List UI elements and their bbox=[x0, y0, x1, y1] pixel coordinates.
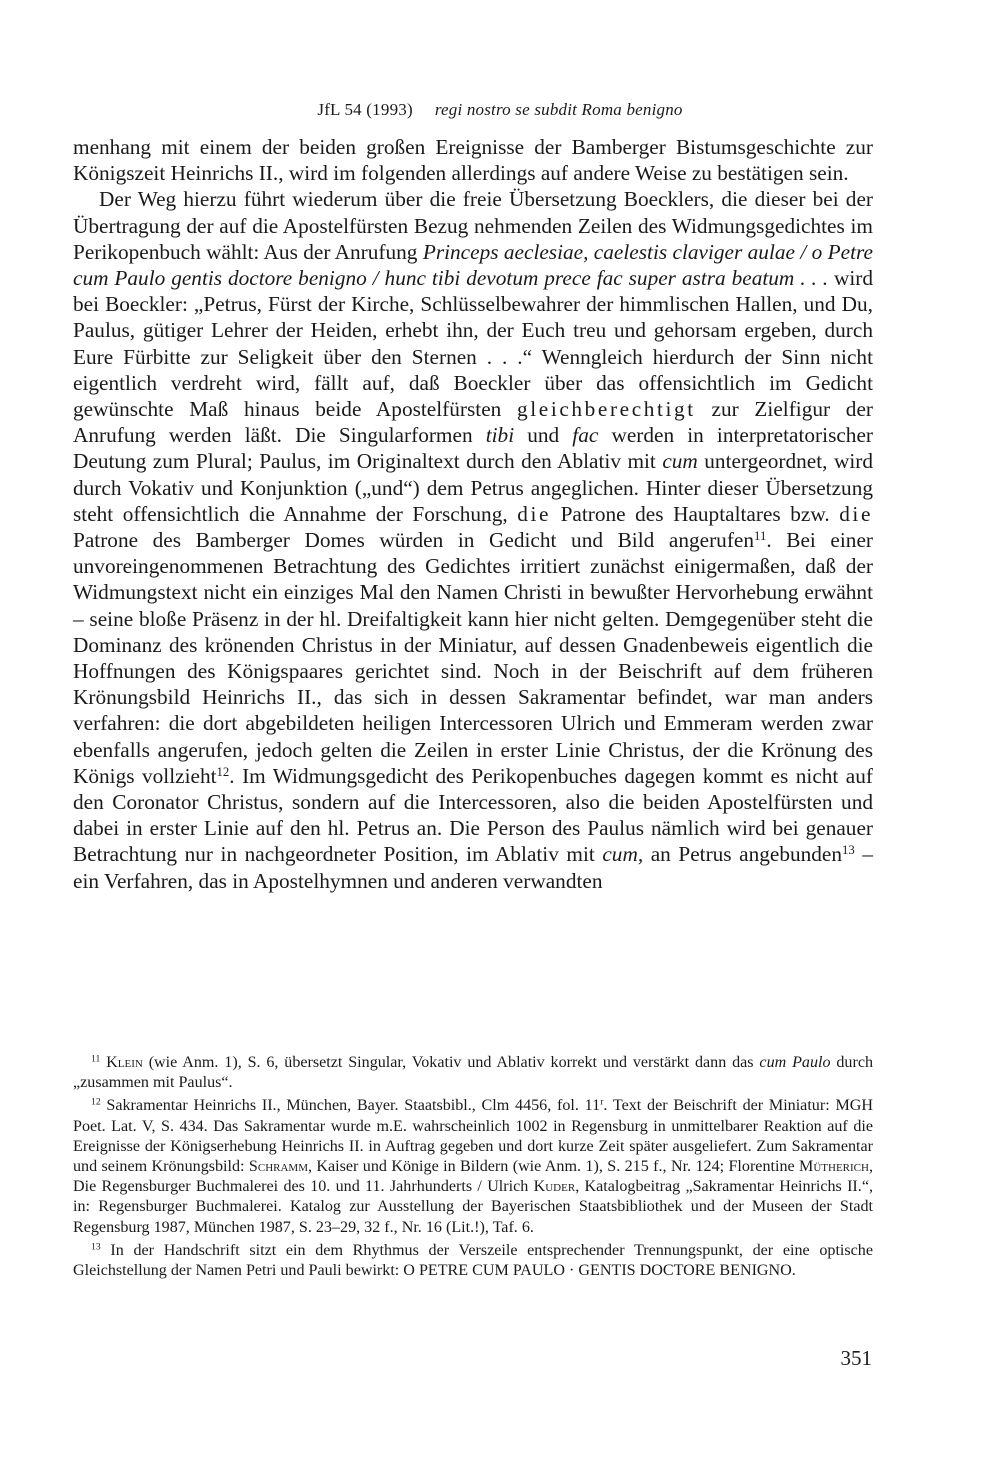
author-name: Kuder bbox=[533, 1178, 576, 1196]
paragraph-continuation: menhang mit einem der beiden großen Ereignisse der Bamberger Bistumsgeschichte zur Königszeit Heinrichs II., wird im folgenden allerdings auf andere Weise zu bestätigen sein. bbox=[73, 135, 873, 186]
emphasis-spaced: gleichberechtigt bbox=[517, 397, 696, 422]
latin-word: cum bbox=[662, 449, 698, 474]
text-run: Patrone des Bamberger Domes würden in Gedicht und Bild angerufen bbox=[73, 528, 755, 553]
text-run: werden in interpretatorischer Deutung zum Plural; Paulus, im Originaltext durch den Ablativ mit bbox=[73, 423, 874, 474]
text-run: zur Zielfigur der Anrufung werden läßt. Die Singularformen bbox=[73, 397, 873, 448]
text-run: – ein Verfahren, das in Apostelhymnen und anderen verwandten bbox=[73, 842, 874, 893]
emphasis-spaced: die bbox=[839, 501, 874, 526]
text-run: . Im Widmungsgedicht des Perikopenbuches dagegen kommt es nicht auf den Coronator Christus, sondern auf die Intercessoren, also die beiden Apostelfürsten und dabei in erster Linie auf den hl. Petrus an. Die Person des Paulus nämlich wird bei genauer Betrachtung nur in nachgeordneter Position, im Ablativ mit bbox=[73, 763, 873, 867]
text-run: (wie Anm. 1), S. 6, übersetzt Singular, Vokativ und Ablativ korrekt und verstärkt dann das bbox=[142, 1054, 760, 1071]
footnote-number: 13 bbox=[91, 1241, 101, 1253]
latin-word: cum, bbox=[602, 842, 644, 867]
text-run: wird bei Boeckler: „Petrus, Fürst der Kirche, Schlüsselbewahrer der himmlischen Hallen, und Du, Paulus, gütiger Lehrer der Heiden, erhebt ihn, der Euch treu und gehorsam ergeben, durch Eure Fürbitte zur Seligkeit über den Sternen . . .“ Wenngleich hierdurch der Sinn nicht eigentlich verdreht wird, fällt auf, daß Boeckler über das offensichtlich im Gedicht gewünschte Maß hinaus beide Apostelfürsten bbox=[73, 266, 873, 422]
text-run: an Petrus angebunden bbox=[643, 842, 843, 867]
text-run: , Kaiser und Könige in Bildern (wie Anm. 1), S. 215 f., Nr. 124; Florentine bbox=[307, 1158, 800, 1176]
footnote-number: 11 bbox=[91, 1053, 101, 1065]
running-head bbox=[0, 100, 1000, 120]
footnote-ref-13[interactable]: 13 bbox=[842, 843, 855, 858]
emphasis-spaced: die bbox=[517, 501, 552, 526]
author-name: Mütherich bbox=[799, 1158, 869, 1176]
text-run: Der Weg hierzu führt wiederum über die freie Übersetzung Boecklers, die dieser bei der Übertragung der auf die Apostelfürsten Bezug nehmenden Zeilen des Widmungsgedichtes im Perikopenbuch wählt: Aus der Anrufung bbox=[73, 187, 873, 264]
page-number: 351 bbox=[840, 1346, 872, 1370]
author-name: Schramm bbox=[248, 1158, 308, 1176]
latin-word: fac bbox=[572, 423, 599, 448]
text-run: . Text der Beischrift der Miniatur: MGH Poet. Lat. V, S. 434. Das Sakramentar wurde m.E. wahrscheinlich 1002 in Regensburg in unmittelbarer Reaktion auf die Ereignisse der Königserhebung Heinrichs II. in Auftrag gegeben und dort kurze Zeit später ausgeliefert. Zum Sakramentar und seinem Krönungsbild: bbox=[73, 1097, 873, 1176]
footnote-number: 12 bbox=[91, 1097, 101, 1109]
text-run: durch „zusammen mit Paulus“. bbox=[73, 1054, 874, 1092]
running-title: regi nostro se subdit Roma benigno bbox=[434, 100, 683, 119]
text-run: und bbox=[514, 423, 573, 448]
footnote-ref-11[interactable]: 11 bbox=[754, 529, 767, 544]
text-run: Sakramentar Heinrichs II., München, Bayer. Staatsbibl., Clm 4456, fol. 11 bbox=[100, 1097, 601, 1115]
text-run: untergeordnet, wird durch Vokativ und Konjunktion („und“) dem Petrus angeglichen. Hinter dieser Übersetzung steht offensichtlich die Annahme der Forschung, bbox=[73, 449, 873, 526]
footnote-13 bbox=[73, 1241, 873, 1281]
latin-phrase: cum Paulo bbox=[759, 1054, 831, 1071]
footnote-ref-12[interactable]: 12 bbox=[216, 764, 230, 779]
latin-word: tibi bbox=[485, 423, 515, 448]
footnote-11 bbox=[73, 1053, 873, 1093]
footnote-12 bbox=[73, 1096, 873, 1237]
latin-quote: Princeps aeclesiae, caelestis claviger aulae / o Petre cum Paulo gentis doctore benigno / hunc tibi devotum prece fac super astra beatum . . . bbox=[73, 239, 873, 291]
footnotes bbox=[73, 1053, 873, 1284]
text-run: , Die Regensburger Buchmalerei des 10. und 11. Jahrhunderts / Ulrich bbox=[73, 1158, 873, 1196]
author-name: Klein bbox=[106, 1054, 143, 1071]
text-run: In der Handschrift sitzt ein dem Rhythmus der Verszeile entsprechender Trennungspunkt, der eine optische Gleichstellung der Namen Petri und Pauli bewirkt: O PETRE CUM PAULO · GENTIS DOCTORE BENIGNO. bbox=[73, 1241, 873, 1280]
text-run: Patrone des Hauptaltares bzw. bbox=[551, 501, 840, 526]
main-text bbox=[73, 134, 873, 894]
journal-reference: JfL 54 (1993) bbox=[317, 100, 413, 119]
text-run: , Katalogbeitrag „Sakramentar Heinrichs II.“, in: Regensburger Buchmalerei. Katalog zur Ausstellung der Bayerischen Staatsbibliothek und der Museen der Stadt Regensburg 1987, München 1987, S. 23–29, 32 f., Nr. 16 (Lit.!), Taf. 6. bbox=[73, 1178, 873, 1236]
paragraph-main bbox=[73, 186, 873, 893]
folio-recto-mark: r bbox=[600, 1097, 604, 1109]
text-run: . Bei einer unvoreingenommenen Betrachtung des Gedichtes irritiert zunächst einigermaßen, daß der Widmungstext nicht ein einziges Mal den Namen Christi in bewußter Hervorhebung erwähnt – seine bloße Präsenz in der hl. Dreifaltigkeit kann hier nicht gelten. Demgegenüber steht die Dominanz des krönenden Christus in der Miniatur, auf dessen Gnadenbeweis eigentlich die Hoffnungen des Königspaares gerichtet sind. Noch in der Beischrift auf dem früheren Krönungsbild Heinrichs II., das sich in dessen Sakramentar befindet, war man anders verfahren: die dort abgebildeten heiligen Intercessoren Ulrich und Emmeram werden zwar ebenfalls angerufen, jedoch gelten die Zeilen in erster Linie Christus, der die Krönung des Königs vollzieht bbox=[73, 528, 873, 788]
